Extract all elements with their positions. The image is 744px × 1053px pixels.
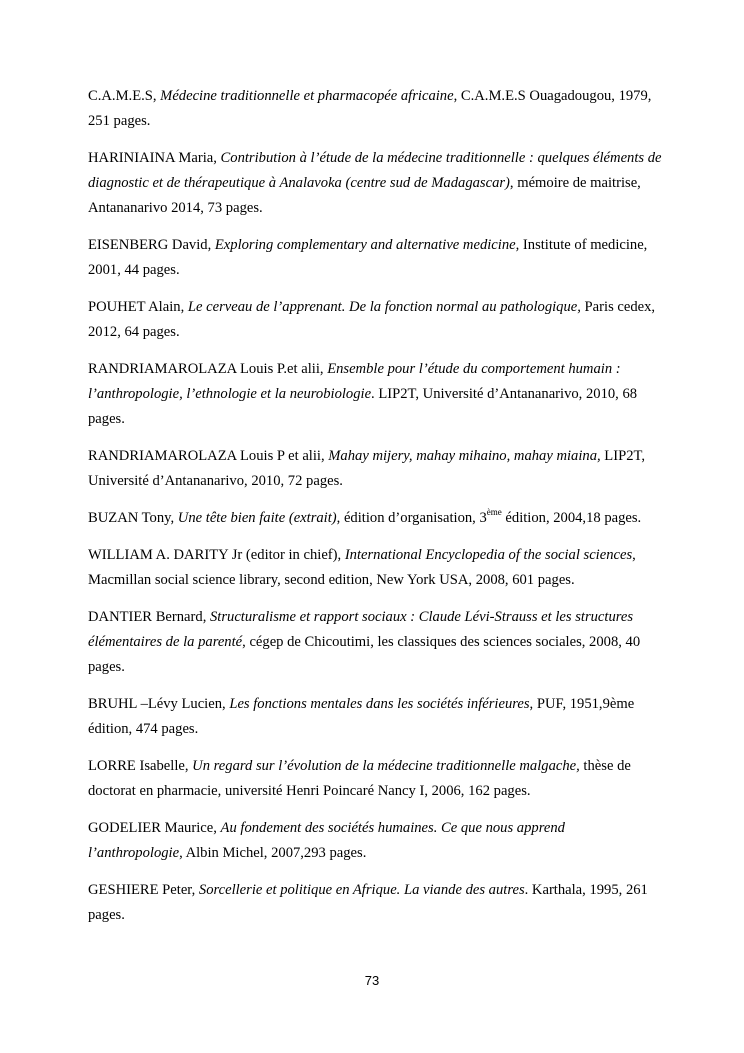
reference-title: Au fondement des sociétés humaines. Ce que nous apprend l’anthropologie [88, 820, 565, 861]
superscript-ordinal: ème [486, 507, 502, 518]
reference-author: GESHIERE Peter, [88, 882, 199, 898]
reference-author: HARINIAINA Maria, [88, 150, 221, 166]
reference-details-prefix: , édition d’organisation, 3 [336, 510, 487, 526]
reference-details: . LIP2T, Université d’Antananarivo, 2010, 68 pages. [88, 386, 638, 427]
reference-item [88, 692, 662, 742]
reference-title: Les fonctions mentales dans les sociétés inférieures [229, 696, 530, 712]
reference-author: BUZAN Tony, [88, 510, 178, 526]
reference-title: Contribution à l’étude de la médecine traditionnelle : quelques éléments de diagnostic et de thérapeutique à Analavoka (centre sud de Madagascar) [88, 150, 662, 191]
reference-details: Institute of medicine, 2001, 44 pages. [88, 237, 648, 278]
reference-author: POUHET Alain, [88, 299, 188, 315]
reference-title: Exploring complementary and alternative medicine, [214, 237, 520, 253]
reference-author: RANDRIAMAROLAZA Louis P.et alii, [88, 361, 328, 377]
reference-details: , Albin Michel, 2007,293 pages. [179, 845, 367, 861]
reference-item [88, 605, 662, 680]
reference-title: Médecine traditionnelle et pharmacopée africaine [160, 88, 454, 104]
reference-author: C.A.M.E.S, [88, 88, 161, 104]
reference-details: thèse de doctorat en pharmacie, université Henri Poincaré Nancy I, 2006, 162 pages. [88, 758, 631, 799]
reference-item [88, 295, 662, 345]
reference-item [88, 506, 662, 531]
reference-title: Une tête bien faite (extrait) [177, 510, 337, 526]
reference-author: BRUHL –Lévy Lucien, [88, 696, 230, 712]
reference-item [88, 754, 662, 804]
reference-title: Le cerveau de l’apprenant. De la fonction normal au pathologique, [187, 299, 581, 315]
reference-item [88, 816, 662, 866]
reference-author: LORRE Isabelle, [88, 758, 193, 774]
reference-author: GODELIER Maurice, [88, 820, 221, 836]
reference-author: DANTIER Bernard, [88, 609, 210, 625]
reference-details: , C.A.M.E.S Ouagadougou, 1979, 251 pages. [88, 88, 652, 129]
reference-details: , cégep de Chicoutimi, les classiques des sciences sociales, 2008, 40 pages. [88, 634, 641, 675]
reference-item [88, 878, 662, 928]
page-number: 73 [364, 973, 380, 988]
reference-item [88, 444, 662, 494]
reference-title: Structuralisme et rapport sociaux : Claude Lévi-Strauss et les structures élémentaires de la parenté [88, 609, 634, 650]
reference-item [88, 84, 662, 134]
reference-details: , PUF, 1951,9ème édition, 474 pages. [88, 696, 635, 737]
reference-title: Mahay mijery, mahay mihaino, mahay miaina, [328, 448, 601, 464]
reference-author: RANDRIAMAROLAZA Louis P et alii, [88, 448, 329, 464]
reference-title: International Encyclopedia of the social sciences [344, 547, 633, 563]
reference-title: Ensemble pour l’étude du comportement humain : l’anthropologie, l’ethnologie et la neurobiologie [88, 361, 621, 402]
bibliography-list [88, 84, 662, 940]
reference-details: . Karthala, 1995, 261 pages. [88, 882, 648, 923]
reference-item [88, 357, 662, 432]
reference-details: édition, 2004,18 pages. [501, 510, 642, 526]
reference-details: , mémoire de maitrise, Antananarivo 2014, 73 pages. [88, 175, 641, 216]
reference-title: Un regard sur l’évolution de la médecine traditionnelle malgache, [192, 758, 580, 774]
reference-title: Sorcellerie et politique en Afrique. La viande des autres [198, 882, 525, 898]
reference-item [88, 233, 662, 283]
reference-details: Paris cedex, 2012, 64 pages. [88, 299, 656, 340]
reference-author: EISENBERG David, [88, 237, 215, 253]
reference-item [88, 543, 662, 593]
reference-details: , Macmillan social science library, second edition, New York USA, 2008, 601 pages. [88, 547, 636, 588]
reference-author: WILLIAM A. DARITY Jr (editor in chief), [88, 547, 345, 563]
reference-item [88, 146, 662, 221]
reference-details: LIP2T, Université d’Antananarivo, 2010, 72 pages. [88, 448, 645, 489]
